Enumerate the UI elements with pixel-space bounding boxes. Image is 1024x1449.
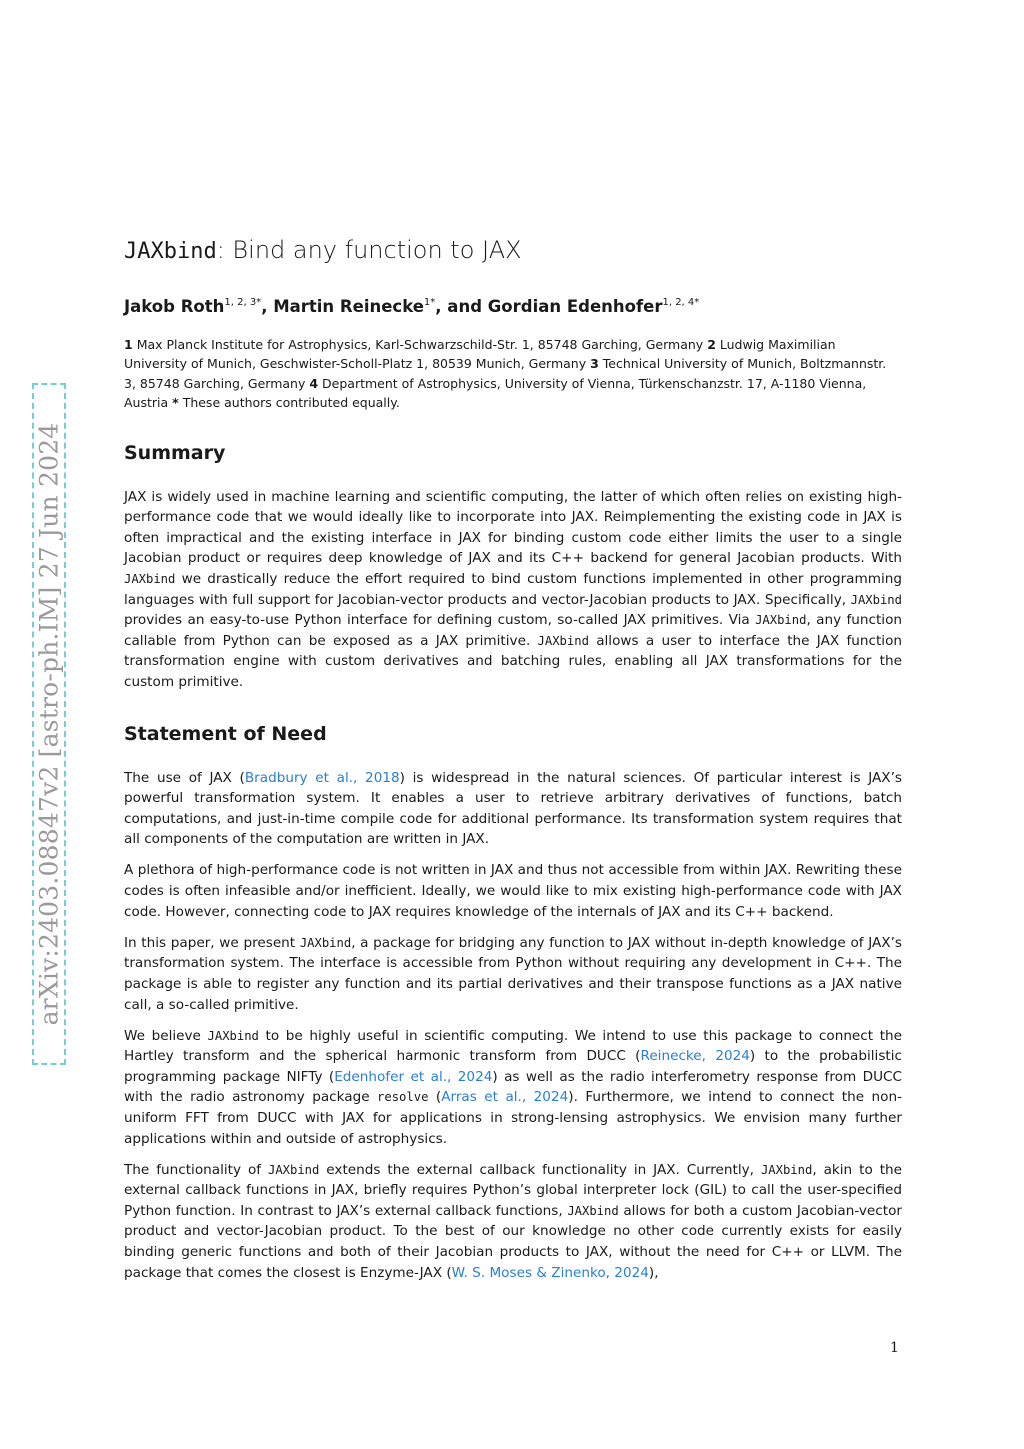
need-paragraph-5: The functionality of JAXbind extends the external callback functionality in JAX. Currently, JAXbind, akin to the external callback functions in JAX, briefly requires Python’s global interpreter lock (GIL) to call the user-specified Python function. In contrast to JAX’s external callback functions, JAXbind allows for both a custom Jacobian-vector product and vector-Jacobian product. To the best of our knowledge no other code currently exists for easily binding generic functions and both of their Jacobian products to JAX, without the need for C++ or LLVM. The package that comes the closest is Enzyme-JAX (W. S. Moses & Zinenko, 2024),	[124, 1161, 903, 1281]
affiliations: 1 Max Planck Institute for Astrophysics, Karl-Schwarzschild-Str. 1, 85748 Garching, Germany 2 Ludwig Maximilian University of Munich, Geschwister-Scholl-Platz 1, 80539 Munich, Germany 3 Technical University of Munich, Boltzmannstr. 3, 85748 Garching, Germany 4 Department of Astrophysics, University of Vienna, Türkenschanzstr. 17, A-1180 Vienna, Austria * These authors contributed equally.	[124, 337, 887, 411]
section-heading-summary: Summary	[124, 441, 226, 464]
need-paragraph-4: We believe JAXbind to be highly useful in scientific computing. We intend to use this package to connect the Hartley transform and the spherical harmonic transform from DUCC (Reinecke, 2024) to the probabilistic programming package NIFTy (Edenhofer et al., 2024) as well as the radio interferometry response from DUCC with the radio astronomy package resolve (Arras et al., 2024). Furthermore, we intend to connect the non-uniform FFT from DUCC with JAX for applications in strong-lensing astrophysics. We envision many further applications within and outside of astrophysics.	[124, 1027, 903, 1147]
paper-body	[124, 228, 902, 1294]
title-package-name: JAXbind	[124, 239, 217, 264]
need-paragraph-3: In this paper, we present JAXbind, a package for bridging any function to JAX without in-depth knowledge of JAX’s transformation system. The interface is accessible from Python without requiring any development in C++. The package is able to register any function and its partial derivatives and their transpose functions as a JAX native call, a so-called primitive.	[124, 934, 903, 1013]
author-name: Jakob Roth	[124, 297, 225, 316]
affiliation: These authors contributed equally.	[182, 395, 400, 411]
citation-link[interactable]: W. S. Moses & Zinenko, 2024	[451, 1264, 649, 1281]
arxiv-stamp[interactable]: arXiv:2403.08847v2 [astro-ph.IM] 27 Jun 2024	[34, 422, 64, 1026]
author-affil-marks: 1, 2, 4*	[662, 297, 700, 308]
page-number: 1	[890, 1340, 899, 1356]
affiliation: Ludwig Maximilian University of Munich, Geschwister-Scholl-Platz 1, 80539 Munich, Germany	[124, 337, 836, 372]
paper-title	[124, 228, 902, 272]
title-rest: : Bind any function to JAX	[216, 236, 522, 264]
section-heading-statement-of-need: Statement of Need	[124, 722, 327, 745]
summary-paragraph: JAX is widely used in machine learning and scientific computing, the latter of which often relies on existing high-performance code that we would ideally like to incorporate into JAX. Reimplementing the existing code in JAX is often impractical and the existing interface in JAX for binding custom code either limits the user to a single Jacobian product or requires deep knowledge of JAX and its C++ backend for general Jacobian products. With JAXbind we drastically reduce the effort required to bind custom functions implemented in other programming languages with full support for Jacobian-vector products and vector-Jacobian products to JAX. Specifically, JAXbind provides an easy-to-use Python interface for defining custom, so-called JAX primitives. Via JAXbind, any function callable from Python can be exposed as a JAX primitive. JAXbind allows a user to interface the JAX function transformation engine with custom derivatives and batching rules, enabling all JAX transformations for the custom primitive.	[124, 488, 903, 690]
author-affil-marks: 1*	[423, 297, 436, 308]
author-name: Martin Reinecke	[273, 297, 424, 316]
need-paragraph-1: The use of JAX (Bradbury et al., 2018) is widespread in the natural sciences. Of particular interest is JAX’s powerful transformation system. It enables a user to retrieve arbitrary derivatives of functions, batch computations, and just-in-time compile code for additional performance. Its transformation system requires that all components of the computation are written in JAX.	[124, 769, 902, 848]
author-name: Gordian Edenhofer	[487, 297, 663, 316]
need-paragraph-2: A plethora of high-performance code is not written in JAX and thus not accessible from within JAX. Rewriting these codes is often infeasible and/or inefficient. Ideally, we would like to mix existing high-performance code with JAX code. However, connecting code to JAX requires knowledge of the internals of JAX and its C++ backend.	[124, 862, 902, 920]
affiliation: Technical University of Munich, Boltzmannstr. 3, 85748 Garching, Germany	[124, 356, 887, 391]
citation-link[interactable]: Reinecke, 2024	[640, 1048, 750, 1065]
citation-link[interactable]: Bradbury et al., 2018	[244, 769, 400, 786]
citation-link[interactable]: Edenhofer et al., 2024	[334, 1068, 493, 1085]
citation-link[interactable]: Arras et al., 2024	[441, 1089, 569, 1106]
author-list: Jakob Roth$^{1, 2, 3*}$, Martin Reinecke$^{1*}$, and Gordian Edenhofer$^{1, 2, 4*}$	[124, 297, 700, 316]
author-affil-marks: 1, 2, 3*	[224, 297, 262, 308]
affiliation: Department of Astrophysics, University of Vienna, Türkenschanzstr. 17, A-1180 Vienna, Austria	[124, 375, 867, 411]
affiliation: Max Planck Institute for Astrophysics, Karl-Schwarzschild-Str. 1, 85748 Garching, Germany	[136, 337, 704, 352]
